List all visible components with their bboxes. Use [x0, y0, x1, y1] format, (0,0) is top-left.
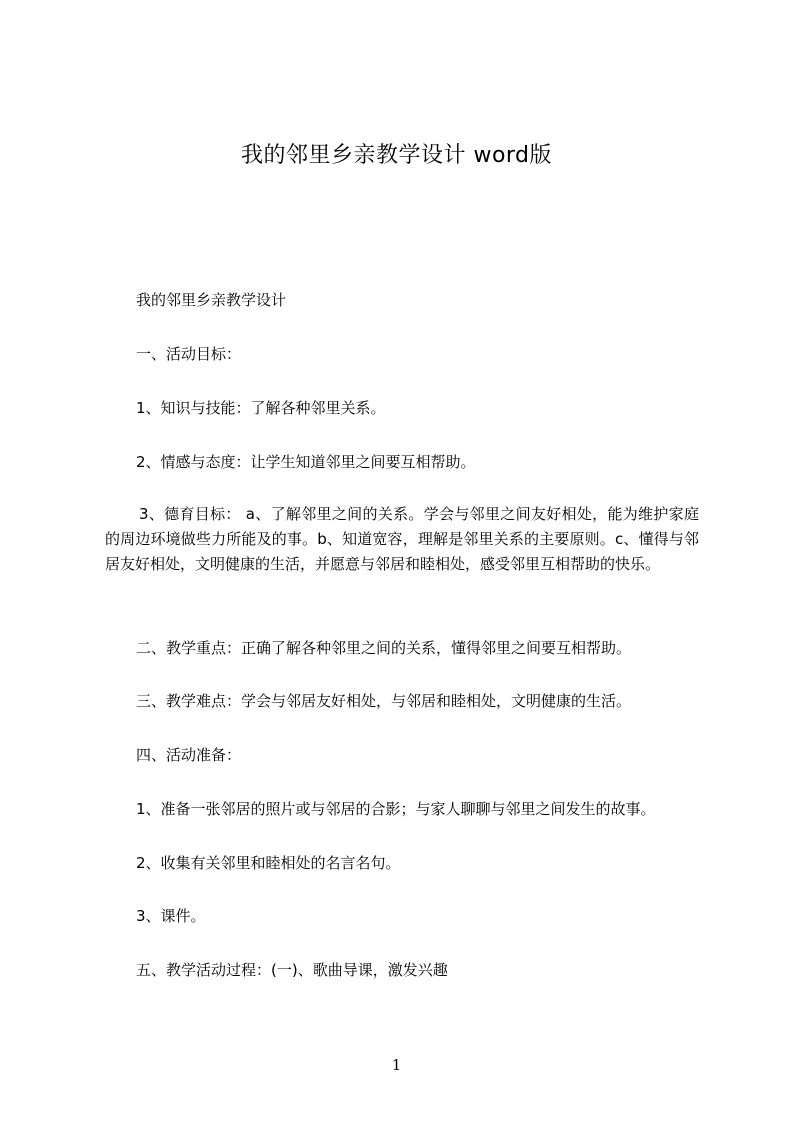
paragraph-difficulties: 三、教学难点：学会与邻居友好相处，与邻居和睦相处，文明健康的生活。 [136, 692, 632, 710]
paragraph-heading-preparation: 四、活动准备： [136, 746, 242, 764]
paragraph-goal-moral: 3、德育目标： a、了解邻里之间的关系。学会与邻里之间友好相处，能为维护家庭的周边环境做些力所能及的事。b、知道宽容，理解是邻里关系的主要原则。c、懂得与邻居友好相处，文明健康的生活，并愿意与邻居和睦相处，感受邻里互相帮助的快乐。 [105, 505, 699, 573]
paragraph-prep-quotes: 2、收集有关邻里和睦相处的名言名句。 [136, 854, 401, 872]
paragraph-heading-process: 五、教学活动过程：(一)、歌曲导课，激发兴趣 [136, 961, 448, 979]
page-number: 1 [391, 1056, 402, 1074]
paragraph-goal-emotion: 2、情感与态度：让学生知道邻里之间要互相帮助。 [136, 453, 476, 471]
paragraph-key-points: 二、教学重点：正确了解各种邻里之间的关系，懂得邻里之间要互相帮助。 [136, 639, 632, 657]
paragraph-prep-photo: 1、准备一张邻居的照片或与邻居的合影；与家人聊聊与邻里之间发生的故事。 [136, 800, 656, 818]
paragraph-subtitle: 我的邻里乡亲教学设计 [136, 291, 287, 309]
document-title: 我的邻里乡亲教学设计 word版 [240, 143, 553, 168]
paragraph-goal-knowledge: 1、知识与技能：了解各种邻里关系。 [136, 399, 386, 417]
paragraph-prep-courseware: 3、课件。 [136, 907, 206, 925]
paragraph-heading-goals: 一、活动目标： [136, 345, 242, 363]
